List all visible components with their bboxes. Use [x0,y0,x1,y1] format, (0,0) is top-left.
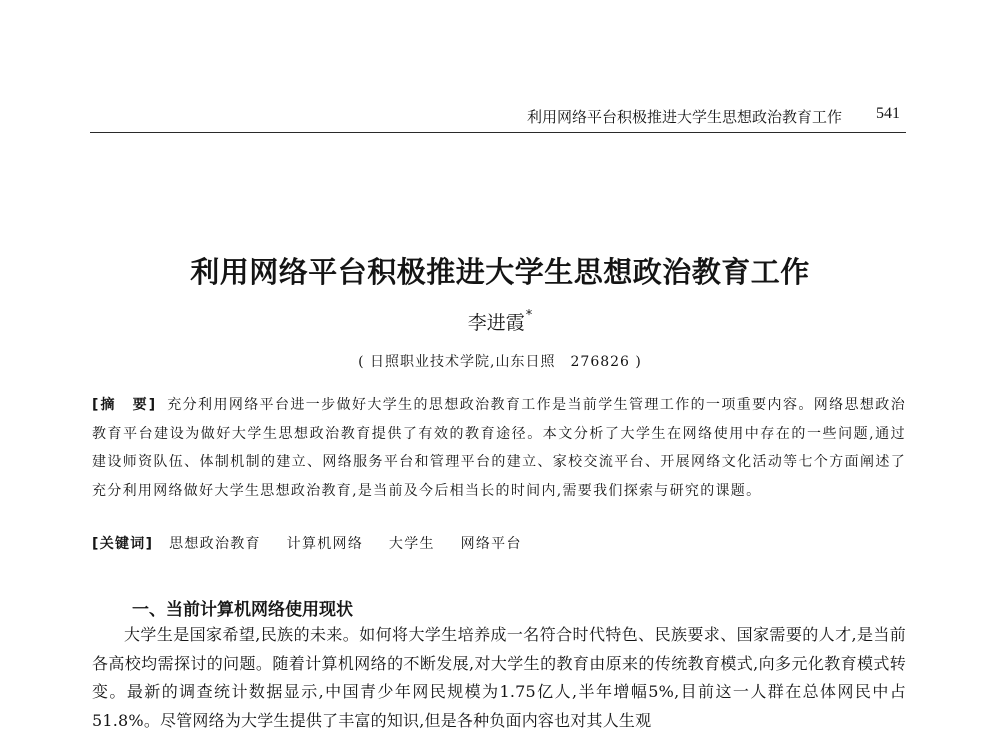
running-header [90,104,906,133]
keyword: 网络平台 [460,536,522,552]
author-name: 李进霞 [467,312,525,334]
abstract-text: 充分利用网络平台进一步做好大学生的思想政治教育工作是当前学生管理工作的一项重要内容。网络思想政治教育平台建设为做好大学生思想政治教育提供了有效的教育途径。本文分析了大学生在网络使用中存在的一些问题,通过建设师资队伍、体制机制的建立、网络服务平台和管理平台的建立、家校交流平台、开展网络文化活动等七个方面阐述了充分利用网络做好大学生思想政治教育,是当前及今后相当长的时间内,需要我们探索与研究的课题。 [92,397,906,499]
abstract [92,391,906,505]
page-number: 541 [876,105,900,122]
keyword: 大学生 [388,536,435,552]
keyword: 计算机网络 [286,536,364,552]
article-title: 利用网络平台积极推进大学生思想政治教育工作 [190,255,810,289]
keyword: 思想政治教育 [169,536,261,552]
abstract-label: [摘 要] [92,397,158,413]
section-heading: 一、当前计算机网络使用现状 [132,600,353,620]
affiliation: ( 日照职业技术学院,山东日照 276826 ) [358,354,642,370]
running-title: 利用网络平台积极推进大学生思想政治教育工作 [526,108,842,126]
author-line [0,308,1000,335]
body-paragraph: 大学生是国家希望,民族的未来。如何将大学生培养成一名符合时代特色、民族要求、国家需要的人才,是当前各高校均需探讨的问题。随着计算机网络的不断发展,对大学生的教育由原来的传统教育模式,向多元化教育模式转变。最新的调查统计数据显示,中国青少年网民规模为1.75亿人,半年增幅5%,目前这一人群在总体网民中占51.8%。尽管网络为大学生提供了丰富的知识,但是各种负面内容也对其人生观 [92,625,906,730]
keywords-label: [关键词] [92,536,154,552]
keywords [92,533,906,553]
author-footnote-mark: * [525,308,533,323]
